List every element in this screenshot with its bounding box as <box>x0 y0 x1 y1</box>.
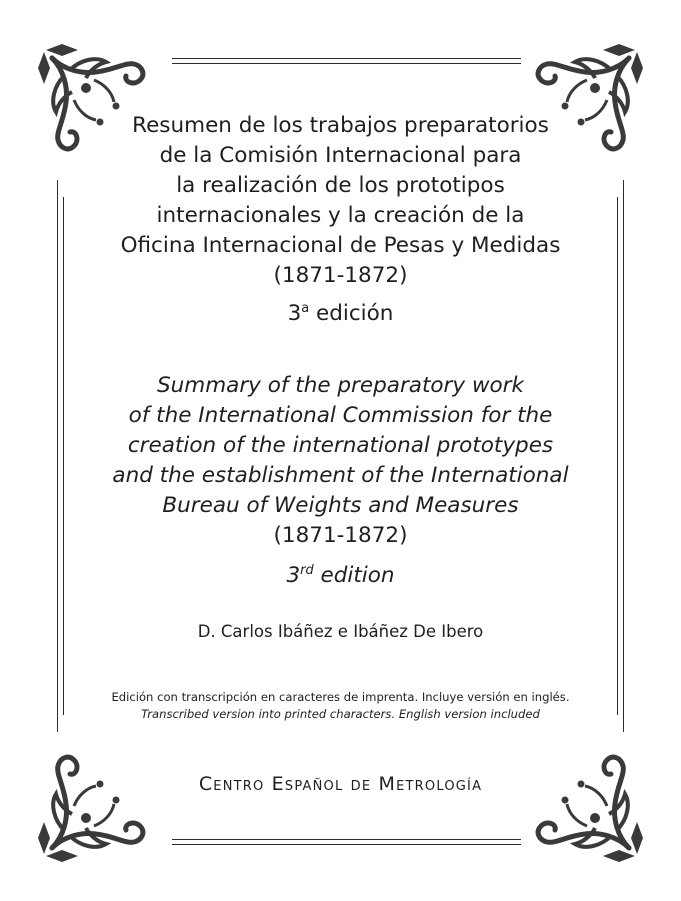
english-title-line: creation of the international prototypes <box>127 433 554 458</box>
frame-bottom-line <box>172 844 521 845</box>
english-edition-word: edition <box>320 563 395 588</box>
note-english: Transcribed version into printed characters. English version included <box>141 707 540 721</box>
frame-bottom-line <box>172 839 521 840</box>
frame-right-line <box>623 180 624 732</box>
spanish-title-line: la realización de los prototipos <box>176 173 505 198</box>
note-spanish: Edición con transcripción en caracteres de imprenta. Incluye versión en inglés. <box>111 690 570 704</box>
spanish-edition-number: 3 <box>287 301 302 326</box>
spanish-edition-sup: a <box>301 300 310 316</box>
spanish-title-years: (1871-1872) <box>273 263 408 288</box>
english-title-line: Summary of the preparatory work <box>157 373 524 398</box>
spanish-title-line: Oficina Internacional de Pesas y Medidas <box>120 233 561 258</box>
spanish-edition-word: edición <box>316 301 394 326</box>
spanish-title <box>80 111 601 291</box>
spanish-edition <box>80 299 601 329</box>
frame-top-line <box>172 58 521 59</box>
author: D. Carlos Ibáñez e Ibáñez De Ibero <box>197 622 484 641</box>
english-title-years: (1871-1872) <box>273 523 408 548</box>
english-title-line: Bureau of Weights and Measures <box>162 493 519 518</box>
frame-left-line <box>63 197 64 715</box>
flourish-icon <box>34 746 154 866</box>
english-title-line: and the establishment of the International <box>112 463 569 488</box>
publisher: Centro Español de Metrología <box>198 773 483 795</box>
frame-left-line <box>57 180 58 732</box>
frame-top-line <box>172 63 521 64</box>
frame-right-line <box>617 197 618 715</box>
english-edition-number: 3 <box>286 563 301 588</box>
spanish-title-line: Resumen de los trabajos preparatorios <box>132 113 549 138</box>
spanish-title-line: internacionales y la creación de la <box>156 203 525 228</box>
english-edition-sup: rd <box>300 562 314 578</box>
spanish-title-line: de la Comisión Internacional para <box>159 143 522 168</box>
english-title <box>80 371 601 521</box>
english-edition <box>80 561 601 591</box>
english-title-line: of the International Commission for the <box>128 403 553 428</box>
flourish-icon <box>527 746 647 866</box>
